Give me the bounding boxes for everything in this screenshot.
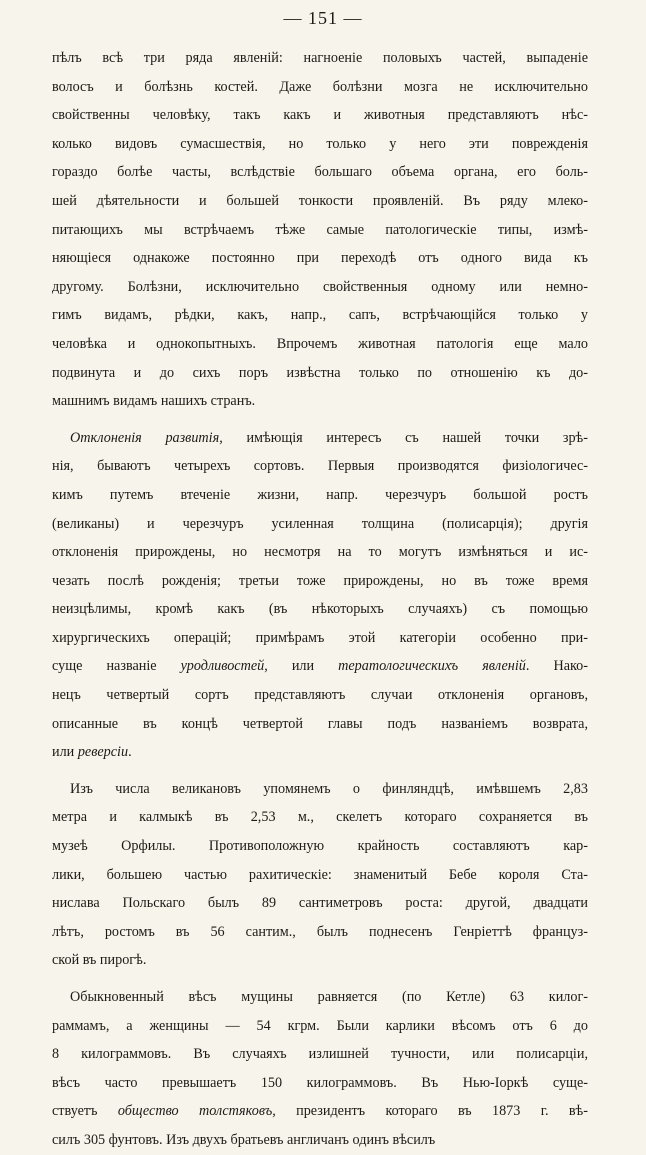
text-line: силъ 305 фунтовъ. Изъ двухъ братьевъ англичанъ одинъ вѣсилъ — [52, 1131, 436, 1148]
italic-phrase: Отклоненія развитія — [70, 429, 220, 446]
text-line: хирургическихъ операцій; примѣрамъ этой категоріи особенно при- — [52, 629, 588, 646]
text-line: описанные въ концѣ четвертой главы подъ названіемъ возврата, — [52, 715, 588, 732]
text-line: питающихъ мы встрѣчаемъ тѣже самые патологическіе типы, измѣ- — [52, 221, 588, 238]
italic-phrase: тератологическихъ явленій — [338, 658, 526, 675]
page-number: — 151 — — [283, 8, 363, 28]
text-line: человѣка и однокопытныхъ. Впрочемъ животная патологія еще мало — [52, 335, 588, 352]
text-line: ствуетъ общество толстяковъ, президентъ котораго въ 1873 г. вѣ- — [52, 1103, 588, 1120]
text-line: лики, большею частью рахитическіе: знаменитый Бебе короля Ста- — [52, 866, 588, 883]
italic-phrase: уродливостей — [180, 658, 265, 675]
text-line: или реверсіи. — [52, 744, 132, 761]
text-line: чезать послѣ рожденія; третьи тоже прирождены, но въ тоже время — [52, 572, 588, 589]
paragraph — [52, 424, 588, 767]
text-line: машнимъ видамъ нашихъ странъ. — [52, 393, 256, 410]
text-line: отклоненія прирождены, но несмотря на то могутъ измѣняться и ис- — [52, 544, 588, 561]
paragraph-gap — [52, 416, 588, 424]
text-line: кимъ путемъ втеченіе жизни, напр. черезчуръ большой ростъ — [52, 486, 588, 503]
text-line: свойственны человѣку, такъ какъ и животныя представляютъ нѣс- — [52, 107, 588, 124]
paragraph — [52, 44, 588, 416]
text-line: нія, бываютъ четырехъ сортовъ. Первыя производятся физіологичес- — [52, 458, 588, 475]
paragraph — [52, 775, 588, 975]
text-line: волосъ и болѣзнь костей. Даже болѣзни мозга не исключительно — [52, 78, 588, 95]
text-line: нецъ четвертый сортъ представляютъ случаи отклоненія органовъ, — [52, 687, 588, 704]
text-line: няющіеся однакоже постоянно при переходѣ отъ одного вида къ — [52, 250, 588, 267]
text-line: гораздо болѣе часты, вслѣдствіе большаго объема органа, его боль- — [52, 164, 588, 181]
text-line: лѣтъ, ростомъ въ 56 сантим., былъ поднесенъ Генріеттѣ француз- — [52, 923, 588, 940]
text-line: неизцѣлимы, кромѣ какъ (въ нѣкоторыхъ случаяхъ) съ помощью — [52, 601, 588, 618]
italic-phrase: реверсіи — [77, 744, 129, 761]
text-line: нислава Польскаго былъ 89 сантиметровъ роста: другой, двадцати — [52, 895, 588, 912]
text-line: подвинута и до сихъ поръ извѣстна только по отношенію къ до- — [52, 364, 588, 381]
italic-phrase: общество толстяковъ — [117, 1103, 273, 1120]
text-line: музеѣ Орфилы. Противоположную крайность составляютъ кар- — [52, 838, 588, 855]
text-line: другому. Болѣзни, исключительно свойственныя одному или немно- — [52, 278, 588, 295]
text-line: пѣлъ всѣ три ряда явленій: нагноеніе половыхъ частей, выпаденіе — [52, 50, 588, 66]
text-line: гимъ видамъ, рѣдки, какъ, напр., сапъ, встрѣчающійся только у — [52, 307, 588, 324]
text-line: колько видовъ сумасшествія, но только у него эти поврежденія — [52, 135, 588, 152]
text-line: 8 килограммовъ. Въ случаяхъ излишней тучности, или полисарціи, — [52, 1046, 588, 1063]
text-line: Изъ числа великановъ упомянемъ о финляндцѣ, имѣвшемъ 2,83 — [70, 780, 588, 797]
text-line: метра и калмыкѣ въ 2,53 м., скелетъ котораго сохраняется въ — [52, 809, 588, 826]
text-line: вѣсъ часто превышаетъ 150 килограммовъ. Въ Нью-Іоркѣ суще- — [52, 1074, 588, 1091]
text-line: Обыкновенный вѣсъ мущины равняется (по Кетле) 63 килог- — [70, 989, 588, 1005]
text-line: суще названіе уродливостей, или тератологическихъ явленій. Нако- — [52, 658, 588, 675]
text-line: (великаны) и черезчуръ усиленная толщина (полисарція); другія — [52, 515, 588, 532]
text-line: шей дѣятельности и большей тонкости проявленій. Въ ряду млеко- — [52, 192, 588, 209]
text-line: Отклоненія развитія, имѣющія интересъ съ нашей точки зрѣ- — [70, 429, 588, 446]
body-text — [52, 44, 588, 1155]
text-line: раммамъ, а женщины — 54 кгрм. Были карлики вѣсомъ отъ 6 до — [52, 1017, 588, 1034]
paragraph-gap — [52, 767, 588, 775]
text-line: ской въ пирогѣ. — [52, 952, 147, 969]
paragraph — [52, 983, 588, 1155]
paragraph-gap — [52, 975, 588, 983]
